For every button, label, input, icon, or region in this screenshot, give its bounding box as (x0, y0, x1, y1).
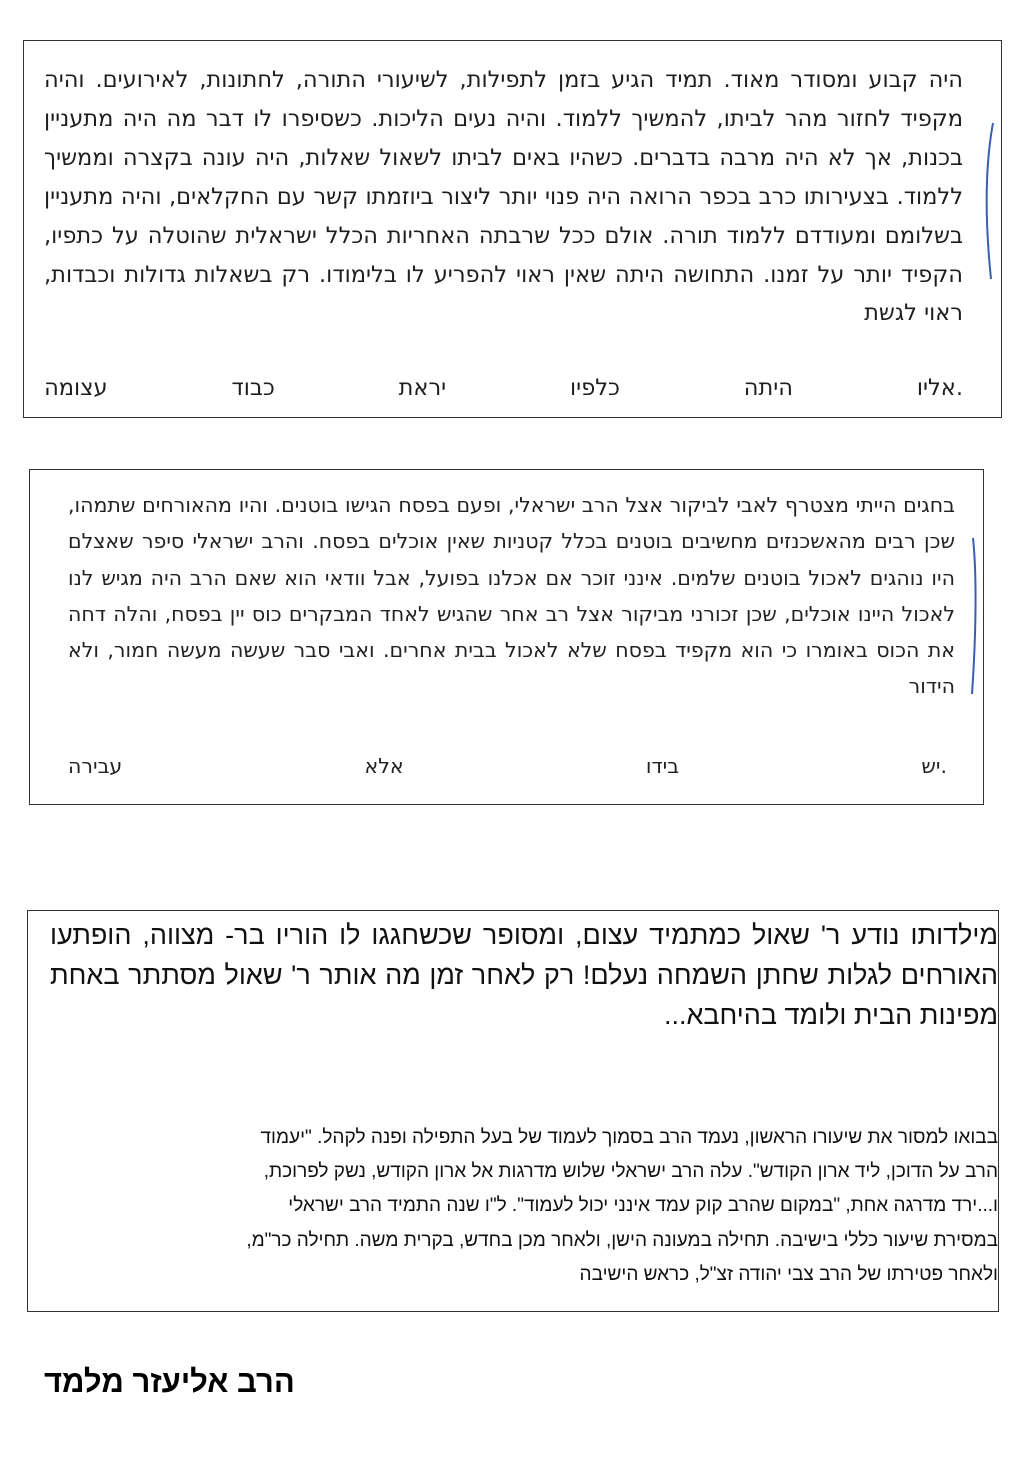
word: עבירה (68, 754, 123, 778)
word: כלפיו (570, 375, 620, 401)
word: .יש (921, 754, 947, 778)
text-line: בבואו למסור את שיעורו הראשון, נעמד הרב בסמוך לעמוד של בעל התפילה ופנה לקהל. "יעמוד (260, 1127, 998, 1148)
author-signature: הרב אליעזר מלמד (44, 1364, 295, 1399)
word: .אליו (916, 375, 963, 401)
quote-2-text (68, 487, 955, 705)
quote-1-last-line (44, 372, 963, 404)
quote-2-body: בחגים הייתי מצטרף לאבי לביקור אצל הרב ישראלי, ופעם בפסח הגישו בוטנים. והיו מהאורחים שתמהו, שכן רבים מהאשכנזים מחשיבים בוטנים בכלל קטניות שאין אוכלים בפסח. והרב ישראלי סיפר שאצלם היו נוהגים לאכול בוטנים שלמים. אינני זוכר אם אכלנו בפועל, אבל וודאי הוא שאם הרב היה מגיש לנו לאכול היינו אוכלים, שכן זכורני מביקור אצל רב אחר שהגיש לאחד המבקרים כוס יין בפסח, והלה דחה את הכוס באומרו כי הוא מקפיד בפסח שלא לאכול בבית אחרים. ואבי סבר שעשה מעשה חמור, ולא הידור (68, 493, 955, 699)
quote-2-last-line (68, 751, 947, 781)
margin-pen-mark (968, 536, 982, 696)
quote-3-paragraph-1: מילדותו נודע ר' שאול כמתמיד עצום, ומסופר שכשחגגו לו הוריו בר- מצווה, הופתעו האורחים לגלות שחתן השמחה נעלם! רק לאחר זמן מה אותר ר' שאול מסתתר באחת מפינות הבית ולומד בהיחבא... (50, 920, 998, 1030)
quote-3-paragraph-2 (50, 1121, 998, 1292)
word: היתה (743, 375, 793, 401)
word: כבוד (231, 375, 275, 401)
quote-1-text (44, 61, 963, 333)
text-line: במסירת שיעור כללי בישיבה. תחילה במעונה הישן, ולאחר מכן בחדש, בקרית משה. תחילה כר"מ, (246, 1229, 998, 1251)
text-line: הרב על הדוכן, ליד ארון הקודש". עלה הרב ישראלי שלוש מדרגות אל ארון הקודש, נשק לפרוכת, (263, 1161, 998, 1183)
margin-pen-mark (979, 121, 999, 281)
word: בידו (645, 754, 680, 778)
word: יראת (398, 375, 447, 401)
quote-1-body: היה קבוע ומסודר מאוד. תמיד הגיע בזמן לתפילות, לשיעורי התורה, לחתונות, לאירועים. והיה מקפיד לחזור מהר לביתו, להמשיך ללמוד. והיה נעים הליכות. כשסיפרו לו דבר מה היה מתעניין בכנות, אך לא היה מרבה בדברים. כשהיו באים לביתו לשאול שאלות, היה עונה בקצרה וממשיך ללמוד. בצעירותו כרב בכפר הרואה היה פנוי יותר ליצור ביוזמתו קשר עם החקלאים, והיה מתעניין בשלומם ומעודדם ללמוד תורה. אולם ככל שרבתה האחריות הכלל ישראלית שהוטלה על כתפיו, הקפיד יותר על זמנו. התחושה היתה שאין ראוי להפריע לו בלימודו. רק בשאלות גדולות וכבדות, ראוי לגשת (44, 67, 963, 327)
text-line: ו...ירד מדרגה אחת, "במקום שהרב קוק עמד אינני יכול לעמוד". ל"ו שנה התמיד הרב ישראלי (288, 1195, 998, 1217)
word: עצומה (44, 375, 108, 401)
word: אלא (364, 754, 404, 778)
quote-box-3 (27, 910, 999, 1312)
quote-box-2 (29, 469, 984, 805)
text-line: ולאחר פטירתו של הרב צבי יהודה זצ"ל, כראש הישיבה (579, 1263, 998, 1285)
quote-box-1 (23, 40, 1002, 418)
